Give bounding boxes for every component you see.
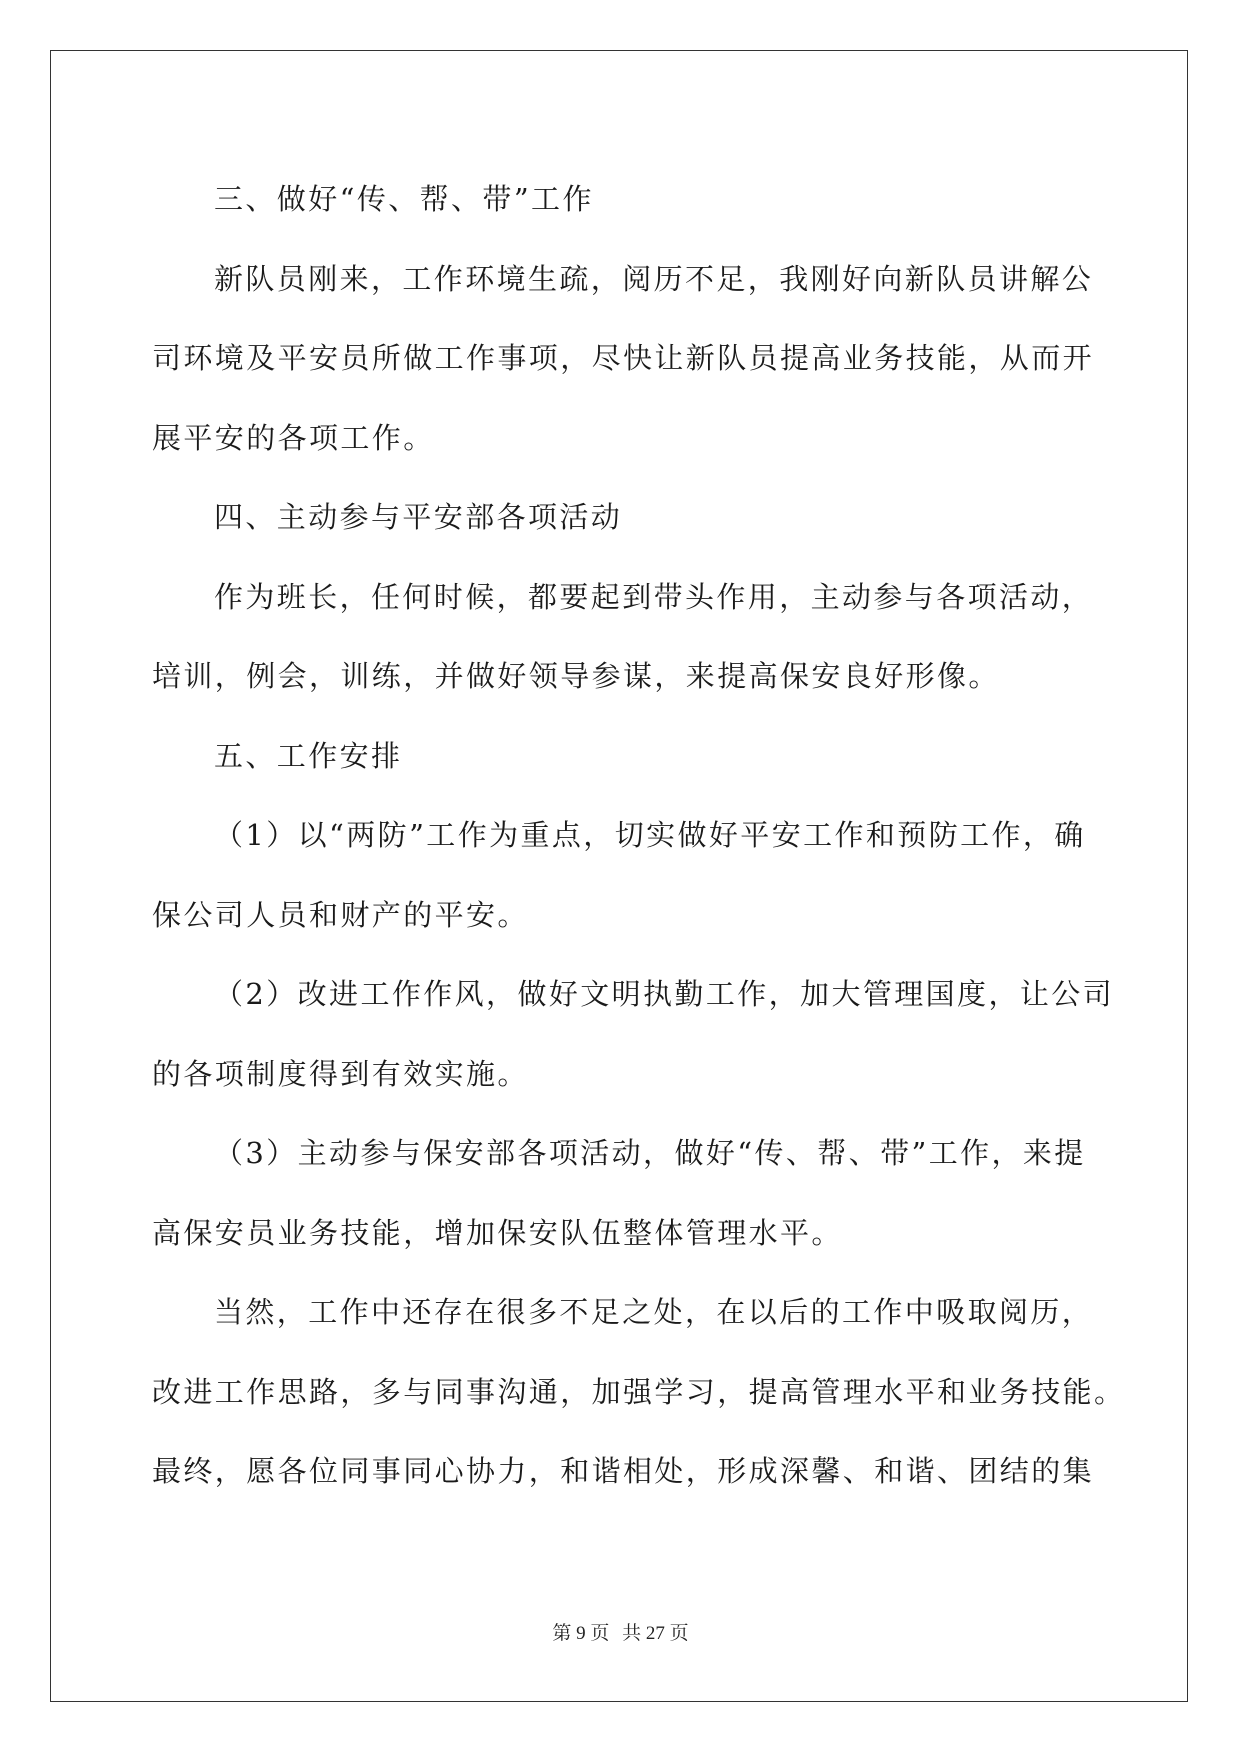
text-line: （2）改进工作作风，做好文明执勤工作，加大管理国度，让公司 <box>214 977 1115 1011</box>
text-line: 司环境及平安员所做工作事项，尽快让新队员提高业务技能，从而开 <box>152 341 1095 375</box>
text-line: 改进工作思路，多与同事沟通，加强学习，提高管理水平和业务技能。 <box>152 1374 1126 1409</box>
document-body <box>152 160 1126 1512</box>
page-total: 共 27 页 <box>622 1623 689 1644</box>
text-line: 高保安员业务技能，增加保安队伍整体管理水平。 <box>152 1215 843 1250</box>
text-line: 三、做好“传、帮、带”工作 <box>214 182 594 216</box>
text-line: 当然，工作中还存在很多不足之处，在以后的工作中吸取阅历， <box>214 1295 1094 1329</box>
text-line: 四、主动参与平安部各项活动 <box>214 500 623 534</box>
text-line: 作为班长，任何时候，都要起到带头作用，主动参与各项活动， <box>214 579 1094 614</box>
text-line: 培训，例会，训练，并做好领导参谋，来提高保安良好形像。 <box>152 659 1000 693</box>
text-line: 五、工作安排 <box>214 738 403 773</box>
text-line: 新队员刚来，工作环境生疏，阅历不足，我刚好向新队员讲解公 <box>214 261 1094 296</box>
text-line: 的各项制度得到有效实施。 <box>152 1056 529 1091</box>
text-line: （3）主动参与保安部各项活动，做好“传、帮、带”工作，来提 <box>214 1136 1086 1170</box>
text-line: 展平安的各项工作。 <box>152 420 435 455</box>
text-line: 保公司人员和财产的平安。 <box>152 897 529 932</box>
text-line: 最终，愿各位同事同心协力，和谐相处，形成深馨、和谐、团结的集 <box>152 1454 1095 1488</box>
text-line: （1）以“两防”工作为重点，切实做好平安工作和预防工作，确 <box>214 818 1086 852</box>
page-footer <box>0 1618 1241 1645</box>
page-number: 第 9 页 <box>552 1623 610 1644</box>
